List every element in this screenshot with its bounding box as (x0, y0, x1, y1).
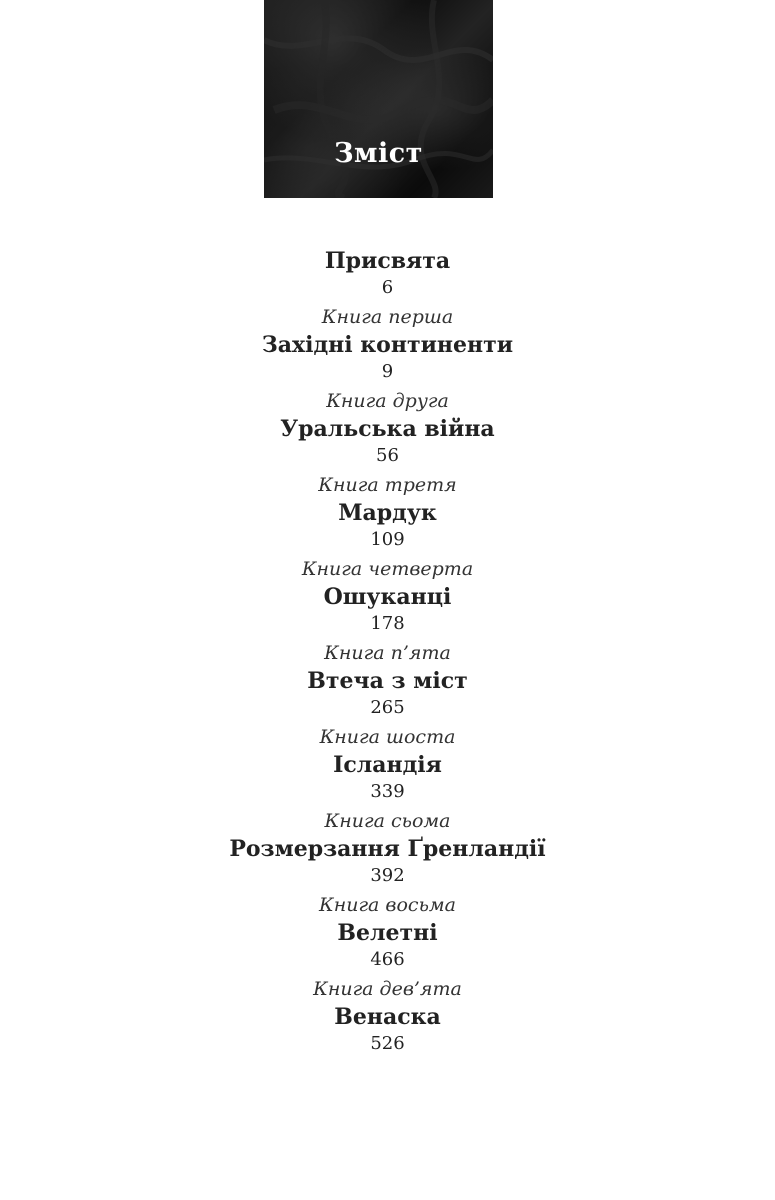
toc-book-label: Книга дев’ята (313, 978, 462, 1000)
toc-book-label: Книга друга (326, 390, 449, 412)
toc-title: Мардук (338, 500, 437, 526)
toc-book-label: Книга сьома (324, 810, 451, 832)
toc-entry-book-1[interactable] (0, 305, 775, 389)
toc-book-label: Книга перша (321, 306, 454, 328)
toc-title: Венаска (334, 1004, 441, 1030)
toc-page-number: 178 (370, 613, 405, 634)
toc-title: Західні континенти (261, 332, 514, 358)
page-title: Зміст (334, 138, 423, 169)
toc-book-label: Книга третя (318, 474, 457, 496)
toc-page-number: 392 (370, 865, 405, 886)
toc-entry-book-7[interactable] (0, 809, 775, 893)
toc-entry-book-2[interactable] (0, 389, 775, 473)
toc-title: Втеча з міст (307, 668, 468, 694)
toc-page-number: 109 (370, 529, 405, 550)
toc-entry-book-3[interactable] (0, 473, 775, 557)
toc-entry-book-6[interactable] (0, 725, 775, 809)
toc-page-number: 339 (370, 781, 405, 802)
toc-entry-book-5[interactable] (0, 641, 775, 725)
toc-title: Ісландія (333, 752, 442, 778)
toc-title: Ошуканці (323, 584, 452, 610)
toc-entry-book-9[interactable] (0, 977, 775, 1061)
toc-page-number: 466 (370, 949, 405, 970)
toc-page-number: 9 (381, 361, 394, 382)
toc-page-number: 526 (370, 1033, 405, 1054)
toc-title: Присвята (324, 248, 451, 274)
table-of-contents (0, 246, 775, 1061)
toc-entry-book-4[interactable] (0, 557, 775, 641)
toc-title: Велетні (337, 920, 438, 946)
toc-title: Розмерзання Ґренландії (229, 836, 546, 862)
toc-book-label: Книга шоста (319, 726, 456, 748)
toc-page-number: 265 (370, 697, 405, 718)
toc-entry-dedication[interactable] (0, 246, 775, 305)
toc-entry-book-8[interactable] (0, 893, 775, 977)
toc-book-label: Книга п’ята (324, 642, 451, 664)
header-image (264, 0, 493, 198)
toc-book-label: Книга четверта (301, 558, 474, 580)
toc-page-number: 6 (381, 277, 394, 298)
toc-page-number: 56 (376, 445, 399, 466)
toc-book-label: Книга восьма (319, 894, 456, 916)
toc-title: Уральська війна (280, 416, 495, 442)
